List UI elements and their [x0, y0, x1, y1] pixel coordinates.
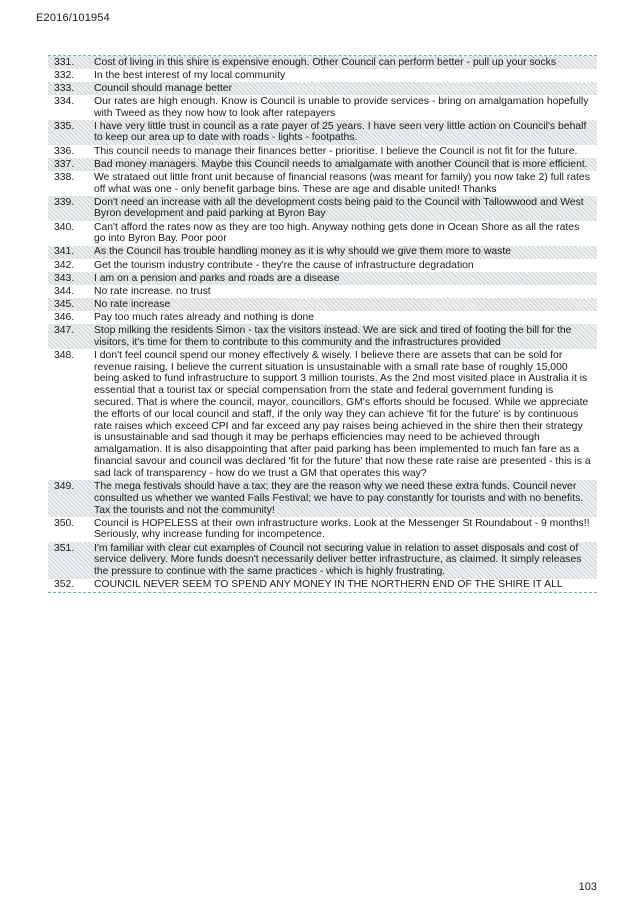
row-comment: I am on a pension and parks and roads are a disease — [94, 272, 340, 284]
table-row — [48, 579, 597, 592]
table-row — [48, 324, 597, 349]
row-number: 346. — [54, 311, 75, 323]
row-comment: This council needs to manage their finances better - prioritise. I believe the Council is not fit for the future. — [94, 145, 578, 157]
row-number: 345. — [54, 298, 75, 310]
table-row — [48, 120, 597, 145]
row-comment: Stop milking the residents Simon - tax the visitors instead. We are sick and tired of footing the bill for the visitors, it's time for them to contribute to this community and the infrastructures provided — [94, 324, 572, 348]
row-comment: The mega festivals should have a tax; they are the reason why we need these extra funds. Council never consulted us whether we wanted Falls Festival; we have to pay constantly for tourists and with no benefits. Tax the tourists and not the community! — [94, 480, 584, 516]
row-comment: As the Council has trouble handling money as it is why should we give them more to waste — [94, 246, 511, 258]
row-number: 351. — [54, 542, 75, 554]
table-row — [48, 196, 597, 221]
row-number: 340. — [54, 221, 75, 233]
row-number: 352. — [54, 579, 75, 591]
comments-table — [48, 55, 597, 593]
row-number: 344. — [54, 285, 75, 297]
table-row — [48, 158, 597, 171]
row-number: 331. — [54, 56, 75, 68]
row-number: 335. — [54, 120, 75, 132]
document-id: E2016/101954 — [36, 12, 110, 24]
row-number: 349. — [54, 480, 75, 492]
table-row — [48, 221, 597, 246]
table-row — [48, 171, 597, 196]
row-comment: Council should manage better — [94, 82, 233, 94]
row-number: 336. — [54, 145, 75, 157]
row-comment: I don't feel council spend our money effectively & wisely. I believe there are assets that can be sold for revenue raising. I believe the current situation is unsustainable with a small rate base of roughly 15,000 being asked to fund infrastructure to support 3 million tourists. As the 2nd most visited place in Australia it is essential that a tourist tax or special compensation from the state and federal government funding is secured. That is where the council, mayor, councillors, GM's efforts should be focused. While we appreciate the efforts of our local council and staff, if the only way they can achieve 'fit for the future' is by continuous rate raises which exceed CPI and far exceed any pay raises being achieved in the shire then their strategy is unsustainable and sad though it may be perhaps efficiencies may need to be achieved through amalgamation. It is also disappointing that after paid parking has been implemented to much fan fare as a financial savour and council was declared 'fit for the future' that now these rate raise are presented - this is a sad lack of transparency - how do we trust a GM that operates this way? — [94, 349, 591, 479]
row-number: 348. — [54, 349, 75, 361]
table-row — [48, 285, 597, 298]
table-row — [48, 349, 597, 480]
table-row — [48, 82, 597, 95]
table-row — [48, 95, 597, 120]
row-comment: Council is HOPELESS at their own infrastructure works. Look at the Messenger St Roundabout - 9 months!! Seriously, why increase funding for incompetence. — [94, 517, 590, 541]
row-comment: Pay too much rates already and nothing is done — [94, 311, 315, 323]
row-number: 342. — [54, 259, 75, 271]
row-number: 343. — [54, 272, 75, 284]
row-comment: Get the tourism industry contribute - they're the cause of infrastructure degradation — [94, 259, 474, 271]
row-number: 341. — [54, 246, 75, 258]
row-number: 347. — [54, 324, 75, 336]
row-comment: In the best interest of my local community — [94, 69, 286, 81]
table-row — [48, 246, 597, 259]
row-comment: No rate increase — [94, 298, 171, 310]
row-comment: No rate increase. no trust — [94, 285, 211, 297]
row-number: 350. — [54, 517, 75, 529]
table-row — [48, 56, 597, 69]
table-row — [48, 272, 597, 285]
table-row — [48, 542, 597, 579]
row-comment: Don't need an increase with all the development costs being paid to the Council with Tallowwood and West Byron development and paid parking at Byron Bay — [94, 196, 584, 220]
row-comment: COUNCIL NEVER SEEM TO SPEND ANY MONEY IN THE NORTHERN END OF THE SHIRE IT ALL — [94, 579, 563, 591]
table-row — [48, 259, 597, 272]
table-row — [48, 480, 597, 517]
row-comment: I have very little trust in council as a rate payer of 25 years. I have seen very little action on Council's behalf to keep our area up to date with roads - lights - footpaths. — [94, 120, 587, 144]
table-row — [48, 311, 597, 324]
row-number: 338. — [54, 171, 75, 183]
table-row — [48, 298, 597, 311]
row-comment: Bad money managers. Maybe this Council needs to amalgamate with another Council that is more efficient. — [94, 158, 588, 170]
row-comment: Can't afford the rates now as they are too high. Anyway nothing gets done in Ocean Shore as all the rates go into Byron Bay. Poor poor — [94, 221, 580, 245]
row-comment: We strataed out little front unit because of financial reasons (was meant for family) you now take 2) full rates off what was one - only benefit garbage bins. These are age and disable united! Thanks — [94, 171, 590, 195]
row-number: 337. — [54, 158, 75, 170]
table-row — [48, 517, 597, 542]
row-number: 333. — [54, 82, 75, 94]
row-number: 334. — [54, 95, 75, 107]
table-row — [48, 69, 597, 82]
table-row — [48, 145, 597, 158]
row-comment: Our rates are high enough. Know is Council is unable to provide services - bring on amalgamation hopefully with Tweed as they now how to look after ratepayers — [94, 95, 589, 119]
row-comment: Cost of living in this shire is expensive enough. Other Council can perform better - pull up your socks — [94, 56, 557, 68]
row-number: 339. — [54, 196, 75, 208]
row-comment: I'm familiar with clear cut examples of Council not securing value in relation to asset disposals and cost of service delivery. More funds doesn't necessarily deliver better infrastructure, as claimed. It simply releases the pressure to continue with the same practices - which is highly frustrating. — [94, 542, 582, 578]
page-number: 103 — [578, 881, 597, 893]
row-number: 332. — [54, 69, 75, 81]
